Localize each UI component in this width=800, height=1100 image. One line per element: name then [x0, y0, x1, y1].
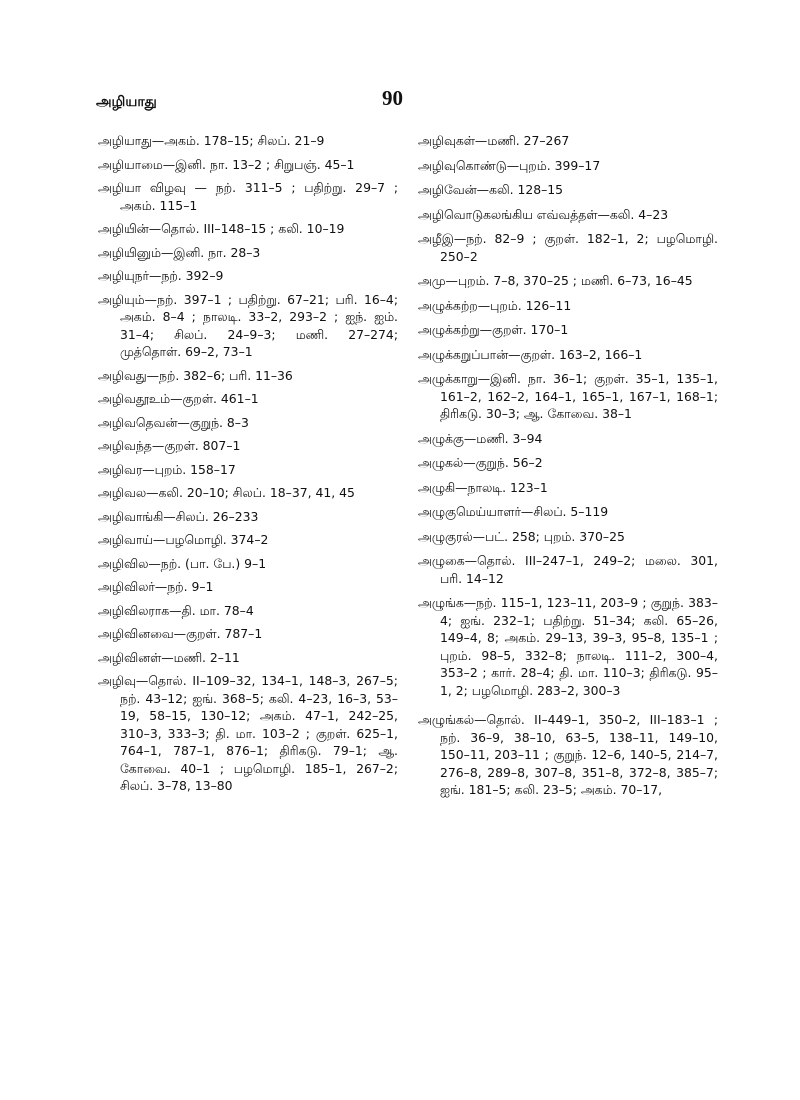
index-entry: அழிவுகள்—மணி. 27–267 [418, 133, 570, 148]
index-entry: அழிவிலர்—நற். 9–1 [98, 579, 214, 594]
index-entry: அழியினும்—இனி. நா. 28–3 [98, 244, 261, 260]
index-entry: அழுக்கறுப்பான்—குறள். 163–2, 166–1 [418, 346, 643, 362]
index-entry: அழிவினள்—மணி. 2–11 [98, 649, 240, 665]
index-entry: அழுகுமெய்யாளர்—சிலப். 5–119 [418, 504, 609, 519]
index-entry: அழுக்கற்ற—புறம். 126–11 [418, 297, 572, 313]
index-entry: அழியா விழவு — நற். 311–5 ; பதிற்று. 29–7 ; அகம். 115–1 [98, 180, 398, 213]
index-entry: அழிவில—நற். (பா. பே.) 9–1 [98, 555, 267, 571]
index-entry: அழுகுரல்—பட். 258; புறம். 370–25 [418, 528, 625, 544]
index-entry: அழிவிலராக—தி. மா. 78–4 [98, 602, 254, 618]
running-head: அழியாது [96, 94, 157, 110]
index-entry: அமு—புறம். 7–8, 370–25 ; மணி. 6–73, 16–45 [418, 273, 693, 288]
index-entry: அழுங்க—நற். 115–1, 123–11, 203–9 ; குறுந். 383–4; ஐங். 232–1; பதிற்று. 51–34; கலி. 65–26, 149–4, 8; அகம். 29–13, 39–3, 95–8, 135–1 ; புறம். 98–5, 332–8; நாலடி. 111–2, 300–4, 353–2 ; கார். 28–4; தி. மா. 110–3; திரிகடு. 95–1, 2; பழமொழி. 283–2, 300–3 [418, 595, 718, 698]
index-entry: அழுங்கல்—தொல். II–449–1, 350–2, III–183–1 ; நற். 36–9, 38–10, 63–5, 138–11, 149–10, 150–11, 203–11 ; குறுந். 12–6, 140–5, 214–7, 276–8, 289–8, 307–8, 351–8, 372–8, 385–7; ஐங். 181–5; கலி. 23–5; அகம். 70–17, [418, 712, 718, 797]
index-entry: அழுக்கற்று—குறள். 170–1 [418, 322, 569, 337]
index-entry: அழீஇ—நற். 82–9 ; குறள். 182–1, 2; பழமொழி. 250–2 [418, 231, 718, 264]
page-number: 90 [382, 86, 403, 110]
index-entry: அழிவதெவன்—குறுந். 8–3 [98, 414, 249, 430]
index-entry: அழியும்—நற். 397–1 ; பதிற்று. 67–21; பரி. 16–4; அகம். 8–4 ; நாலடி. 33–2, 293–2 ; ஐந். ஐம். 31–4; சிலப். 24–9–3; மணி. 27–274; முத்தொள். 69–2, 73–1 [98, 291, 398, 359]
index-entry: அழிவந்த—குறள். 807–1 [98, 438, 241, 453]
index-entry: அழிவாங்கி—சிலப். 26–233 [98, 508, 259, 524]
index-entry: அழிவாய்—பழமொழி. 374–2 [98, 532, 269, 547]
index-entry: அழியாது—அகம். 178–15; சிலப். 21–9 [98, 133, 325, 148]
index-entry: அழுக்கு—மணி. 3–94 [418, 430, 543, 446]
index-entry: அழிவதூஉம்—குறள். 461–1 [98, 391, 259, 406]
index-entry: அழிவல—கலி. 20–10; சிலப். 18–37, 41, 45 [98, 485, 355, 500]
index-entry: அழிவது—நற். 382–6; பரி. 11–36 [98, 367, 293, 383]
index-entry: அழிவர—புறம். 158–17 [98, 461, 236, 477]
index-entry: அழிவேன்—கலி. 128–15 [418, 182, 564, 197]
index-entry: அழுகல்—குறுந். 56–2 [418, 455, 543, 470]
index-entry: அழிவு—தொல். II–109–32, 134–1, 148–3, 267–5; நற். 43–12; ஐங். 368–5; கலி. 4–23, 16–3, 53–19, 58–15, 130–12; அகம். 47–1, 242–25, 310–3, 333–3; தி. மா. 103–2 ; குறள். 625–1, 764–1, 787–1, 876–1; திரிகடு. 79–1; ஆ. கோவை. 40–1 ; பழமொழி. 185–1, 267–2; சிலப். 3–78, 13–80 [98, 673, 398, 793]
index-entry: அழியுநர்—நற். 392–9 [98, 268, 224, 283]
index-entry: அழியாமை—இனி. நா. 13–2 ; சிறுபஞ். 45–1 [98, 156, 355, 172]
index-entry: அழுகி—நாலடி. 123–1 [418, 479, 548, 495]
index-entry: அழியின்—தொல். III–148–15 ; கலி. 10–19 [98, 221, 345, 236]
index-entry: அழிவொடுகலங்கிய எவ்வத்தள்—கலி. 4–23 [418, 206, 669, 222]
index-entry: அழிவுகொண்டு—புறம். 399–17 [418, 157, 601, 173]
right-column [418, 132, 718, 799]
index-entry: அழுகை—தொல். III–247–1, 249–2; மலை. 301, பரி. 14–12 [418, 553, 718, 586]
left-column [98, 132, 398, 795]
index-entry: அழுக்காறு—இனி. நா. 36–1; குறள். 35–1, 135–1, 161–2, 162–2, 164–1, 165–1, 167–1, 168–1; திரிகடு. 30–3; ஆ. கோவை. 38–1 [418, 371, 718, 421]
index-entry: அழிவினவை—குறள். 787–1 [98, 626, 263, 641]
